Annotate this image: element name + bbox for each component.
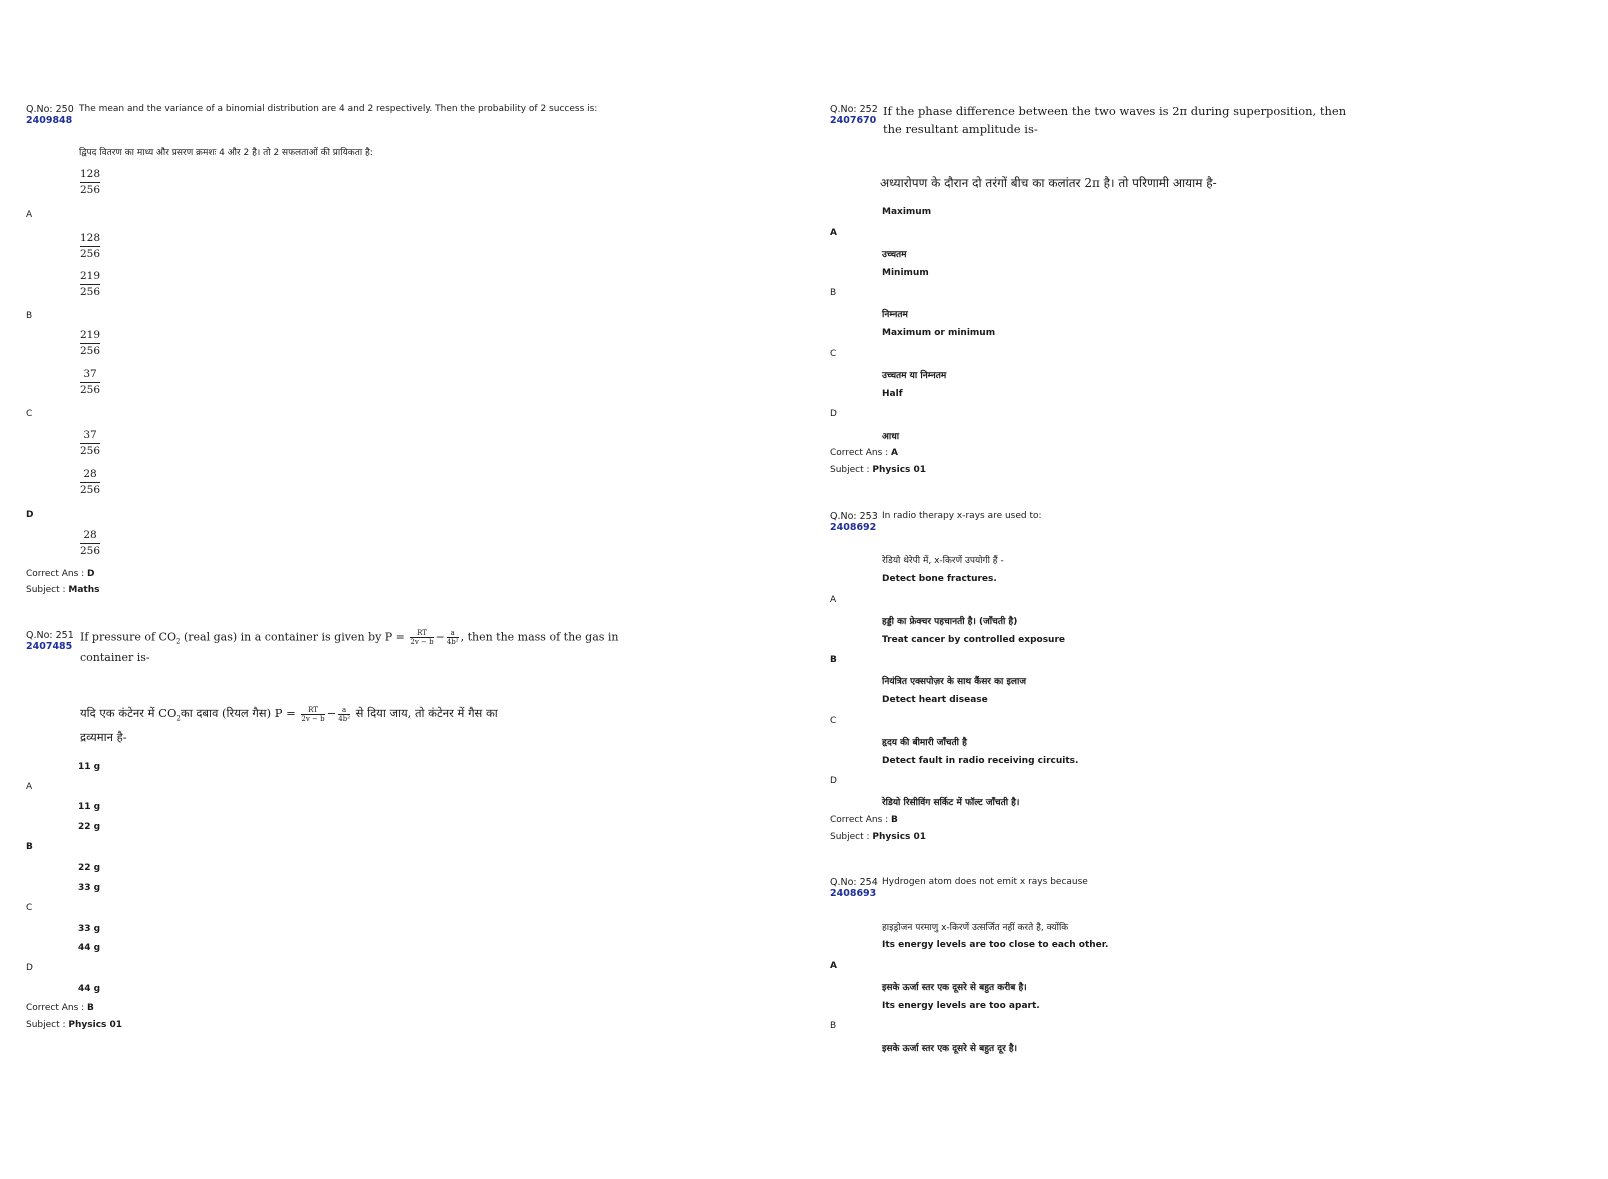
option-c-letter: C	[26, 903, 33, 913]
option-a-letter: A	[26, 210, 33, 220]
subject: Subject : Physics 01	[830, 465, 927, 475]
option-d-en: Detect fault in radio receiving circuits.	[882, 756, 1079, 766]
option-b-letter: B	[830, 288, 837, 298]
option-a-letter: A	[26, 782, 33, 792]
option-d-en: Half	[882, 389, 903, 399]
option-d-hi: रेडियो रिसीविंग सर्किट में फॉल्ट जाँचती है।	[882, 798, 1020, 808]
option-d-hi-fraction: 28 256	[80, 529, 101, 557]
question-number: Q.No: 253	[830, 511, 878, 522]
question-id: 2407485	[26, 641, 73, 652]
option-a-en: 11 g	[78, 762, 101, 772]
option-c-hi: हृदय की बीमारी जाँचती है	[882, 738, 967, 748]
option-a-en: Its energy levels are too close to each other.	[882, 940, 1109, 950]
option-b-hi-fraction: 219 256	[80, 329, 101, 357]
question-text-en: In radio therapy x-rays are used to:	[882, 511, 1042, 521]
pressure-fraction-1: $\frac{RT}{2v - b}$	[410, 629, 434, 646]
option-c-hi: उच्चतम या निम्नतम	[882, 371, 947, 381]
subject: Subject : Maths	[26, 585, 100, 595]
option-a-en-fraction: 128 256	[80, 168, 101, 196]
option-b-hi: नियंत्रित एक्सपोज़र के साथ कैंसर का इलाज	[882, 677, 1027, 687]
option-a-hi: इसके ऊर्जा स्तर एक दूसरे से बहुत करीब है।	[882, 983, 1027, 993]
option-d-letter: D	[830, 409, 837, 419]
option-d-en: 44 g	[78, 943, 101, 953]
option-c-en-fraction: 37 256	[80, 368, 101, 396]
question-text-en: Hydrogen atom does not emit x rays because	[882, 877, 1088, 887]
option-a-en: Maximum	[882, 207, 932, 217]
option-b-en: Treat cancer by controlled exposure	[882, 635, 1066, 645]
question-text-en: If the phase difference between the two waves is 2π during superposition, then	[883, 104, 1347, 118]
option-b-letter: B	[26, 842, 33, 852]
question-text-hi: हाइड्रोजन परमाणु x-किरणें उत्सर्जित नहीं करते है, क्योंकि	[882, 923, 1069, 933]
option-c-hi-fraction: 37 256	[80, 429, 101, 457]
question-number: Q.No: 250	[26, 104, 74, 115]
option-d-en-fraction: 28 256	[80, 468, 101, 496]
question-text-hi: रेडियो थेरेपी में, x-किरणें उपयोगी हैं -	[882, 556, 1004, 566]
option-b-letter: B	[830, 655, 837, 665]
option-c-letter: C	[830, 349, 837, 359]
option-d-letter: D	[26, 963, 33, 973]
question-text-en: If pressure of $CO_2$ (real gas) in a container is given by P = $\frac{RT}{2v - b}$ − $\frac{a}{\text{4b²}}$ , then the mass of the gas in	[80, 629, 619, 646]
correct-answer: Correct Ans : A	[830, 448, 898, 458]
question-text-hi-line2: द्रव्यमान है-	[80, 730, 127, 744]
correct-answer: Correct Ans : D	[26, 569, 95, 579]
option-b-en: Minimum	[882, 268, 929, 278]
question-id: 2408693	[830, 888, 877, 899]
pressure-fraction-2: $\frac{a}{\text{4b²}}$	[446, 629, 459, 646]
option-b-letter: B	[830, 1021, 837, 1031]
question-id: 2408692	[830, 522, 877, 533]
option-b-hi: इसके ऊर्जा स्तर एक दूसरे से बहुत दूर है।	[882, 1044, 1018, 1054]
question-number: Q.No: 251	[26, 630, 74, 641]
option-a-letter: A	[830, 228, 837, 238]
correct-answer: Correct Ans : B	[830, 815, 898, 825]
question-id: 2409848	[26, 115, 73, 126]
option-c-en: 33 g	[78, 883, 101, 893]
question-text-hi: अध्यारोपण के दौरान दो तरंगों बीच का कलांतर 2π है। तो परिणामी आयाम है-	[880, 176, 1217, 190]
option-d-letter: D	[830, 776, 837, 786]
option-b-letter: B	[26, 311, 33, 321]
question-number: Q.No: 254	[830, 877, 878, 888]
option-c-letter: C	[26, 409, 33, 419]
question-text-en-line2: the resultant amplitude is-	[883, 122, 1038, 136]
subject: Subject : Physics 01	[26, 1020, 123, 1030]
option-c-en: Maximum or minimum	[882, 328, 996, 338]
option-d-hi: आधा	[882, 432, 900, 442]
subject: Subject : Physics 01	[830, 832, 927, 842]
question-text-en: The mean and the variance of a binomial distribution are 4 and 2 respectively. Then the probability of 2 success is:	[79, 104, 598, 114]
question-text-hi: द्विपद वितरण का माध्य और प्रसरण क्रमशः 4 और 2 है। तो 2 सफलताओं की प्रायिकता है:	[79, 148, 373, 158]
option-b-en: 22 g	[78, 822, 101, 832]
question-text-en-line2: container is-	[80, 651, 150, 664]
option-d-letter: D	[26, 510, 34, 520]
question-id: 2407670	[830, 115, 877, 126]
pressure-fraction-hi-1: $\frac{RT}{2v - b}$	[301, 705, 325, 723]
option-a-hi: 11 g	[78, 802, 101, 812]
option-c-en: Detect heart disease	[882, 695, 988, 705]
option-d-hi: 44 g	[78, 984, 101, 994]
option-a-hi: हड्डी का फ्रेक्चर पहचानती है। (जाँचती है)	[882, 617, 1018, 627]
option-b-hi: निम्नतम	[882, 310, 908, 320]
option-a-letter: A	[830, 961, 837, 971]
option-c-hi: 33 g	[78, 924, 101, 934]
pressure-fraction-hi-2: $\frac{a}{\text{4b²}}$	[338, 705, 351, 723]
option-b-en-fraction: 219 256	[80, 270, 101, 298]
correct-answer: Correct Ans : B	[26, 1003, 94, 1013]
option-b-hi: 22 g	[78, 863, 101, 873]
option-a-hi-fraction: 128 256	[80, 232, 101, 260]
option-b-en: Its energy levels are too apart.	[882, 1001, 1040, 1011]
option-c-letter: C	[830, 716, 837, 726]
option-a-en: Detect bone fractures.	[882, 574, 997, 584]
option-a-hi: उच्चतम	[882, 250, 907, 260]
question-text-hi: यदि एक कंटेनर में $CO_2का$ दबाव (रियल गैस) P = $\frac{RT}{2v - b}$ − $\frac{a}{\text{4b²}}$ से दिया जाय, तो कंटेनर में गैस का	[80, 705, 498, 723]
option-a-letter: A	[830, 595, 837, 605]
question-number: Q.No: 252	[830, 104, 878, 115]
